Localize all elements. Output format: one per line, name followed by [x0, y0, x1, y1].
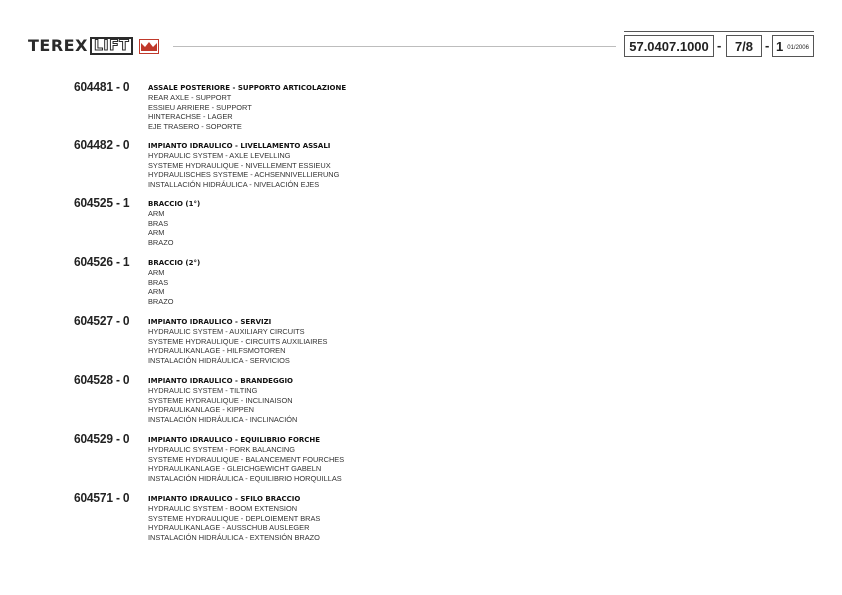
part-title: IMPIANTO IDRAULICO - EQUILIBRIO FORCHE: [148, 436, 321, 444]
document-code-box: [624, 35, 714, 57]
terex-lift-logo: [28, 36, 159, 56]
part-translation: BRAZO: [148, 237, 174, 247]
part-title: IMPIANTO IDRAULICO - LIVELLAMENTO ASSALI: [148, 142, 331, 150]
part-translation: ARM: [148, 228, 165, 238]
part-translation: INSTALACIÓN HIDRÁULICA - INCLINACIÓN: [148, 414, 298, 424]
part-translation: HYDRAULIC SYSTEM - TILTING: [148, 386, 258, 395]
part-translation: HYDRAULIC SYSTEM - AUXILIARY CIRCUITS: [148, 327, 305, 336]
part-translation: HYDRAULISCHES SYSTEME - ACHSENNIVELLIERUNG: [148, 170, 340, 180]
document-code: 57.0407.1000: [629, 38, 709, 54]
part-translation: SYSTEME HYDRAULIQUE - BALANCEMENT FOURCHES: [148, 454, 345, 464]
part-translation: HYDRAULIKANLAGE - AUSSCHUB AUSLEGER: [148, 523, 310, 533]
part-title: IMPIANTO IDRAULICO - SFILO BRACCIO: [148, 495, 301, 503]
separator: -: [765, 38, 770, 53]
part-code: 604528 - 0: [74, 372, 130, 387]
part-translation: HYDRAULIKANLAGE - GLEICHGEWICHT GABELN: [148, 464, 322, 474]
part-code: 604525 - 1: [74, 195, 130, 210]
part-code: 604481 - 0: [74, 79, 130, 94]
part-translation: SYSTEME HYDRAULIQUE - INCLINAISON: [148, 395, 293, 405]
part-title: BRACCIO (2°): [148, 259, 201, 267]
part-translation: HYDRAULIC SYSTEM - BOOM EXTENSION: [148, 504, 298, 513]
part-description: [148, 258, 200, 306]
logo-wordmark: [28, 37, 133, 55]
part-translation: HYDRAULIC SYSTEM - AXLE LEVELLING: [148, 151, 291, 160]
revision-box: [772, 35, 814, 57]
reference-top-rule: [624, 31, 814, 32]
part-translation: BRAZO: [148, 296, 174, 306]
part-code: 604527 - 0: [74, 313, 130, 328]
part-translation: INSTALACIÓN HIDRÁULICA - SERVICIOS: [148, 355, 290, 365]
part-translation: HINTERACHSE - LAGER: [148, 112, 233, 122]
part-translation: EJE TRASERO - SOPORTE: [148, 121, 242, 131]
logo-suffix: LIFT: [90, 37, 133, 55]
part-description: [148, 83, 346, 131]
part-title: IMPIANTO IDRAULICO - SERVIZI: [148, 318, 272, 326]
part-translation: ARM: [148, 287, 165, 297]
part-translation: ARM: [148, 268, 165, 277]
part-translation: SYSTEME HYDRAULIQUE - NIVELLEMENT ESSIEUX: [148, 160, 331, 170]
separator: -: [717, 38, 722, 53]
part-description: [148, 494, 320, 542]
part-translation: SYSTEME HYDRAULIQUE - DEPLOIEMENT BRAS: [148, 513, 321, 523]
part-translation: HYDRAULIKANLAGE - KIPPEN: [148, 405, 254, 415]
page-number: 7/8: [734, 38, 754, 54]
revision-date: 01/2006: [787, 44, 809, 51]
crown-logo-icon: [139, 39, 159, 54]
part-description: [148, 435, 344, 483]
part-translation: HYDRAULIKANLAGE - HILFSMOTOREN: [148, 346, 286, 356]
part-translation: BRAS: [148, 218, 169, 228]
part-code: 604526 - 1: [74, 254, 130, 269]
part-translation: HYDRAULIC SYSTEM - FORK BALANCING: [148, 445, 296, 454]
part-translation: INSTALACIÓN HIDRÁULICA - EXTENSIÓN BRAZO: [148, 532, 320, 542]
part-description: [148, 141, 339, 189]
part-title: BRACCIO (1°): [148, 200, 201, 208]
part-translation: BRAS: [148, 277, 169, 287]
part-translation: REAR AXLE - SUPPORT: [148, 93, 232, 102]
part-description: [148, 317, 327, 365]
revision-number: 1: [776, 38, 784, 54]
part-translation: ESSIEU ARRIERE - SUPPORT: [148, 102, 252, 112]
logo-text: TEREX: [28, 36, 88, 55]
part-description: [148, 376, 297, 424]
part-code: 604571 - 0: [74, 490, 130, 505]
header-rule: [173, 46, 616, 47]
part-translation: INSTALLACIÓN HIDRÁULICA - NIVELACIÓN EJES: [148, 179, 320, 189]
part-title: ASSALE POSTERIORE - SUPPORTO ARTICOLAZIONE: [148, 84, 347, 92]
part-translation: ARM: [148, 209, 165, 218]
page-number-box: [726, 35, 762, 57]
part-description: [148, 199, 200, 247]
part-title: IMPIANTO IDRAULICO - BRANDEGGIO: [148, 377, 294, 385]
part-translation: INSTALACIÓN HIDRÁULICA - EQUILIBRIO HORQUILLAS: [148, 473, 342, 483]
part-code: 604482 - 0: [74, 137, 130, 152]
part-code: 604529 - 0: [74, 431, 130, 446]
part-translation: SYSTEME HYDRAULIQUE - CIRCUITS AUXILIAIRES: [148, 336, 328, 346]
